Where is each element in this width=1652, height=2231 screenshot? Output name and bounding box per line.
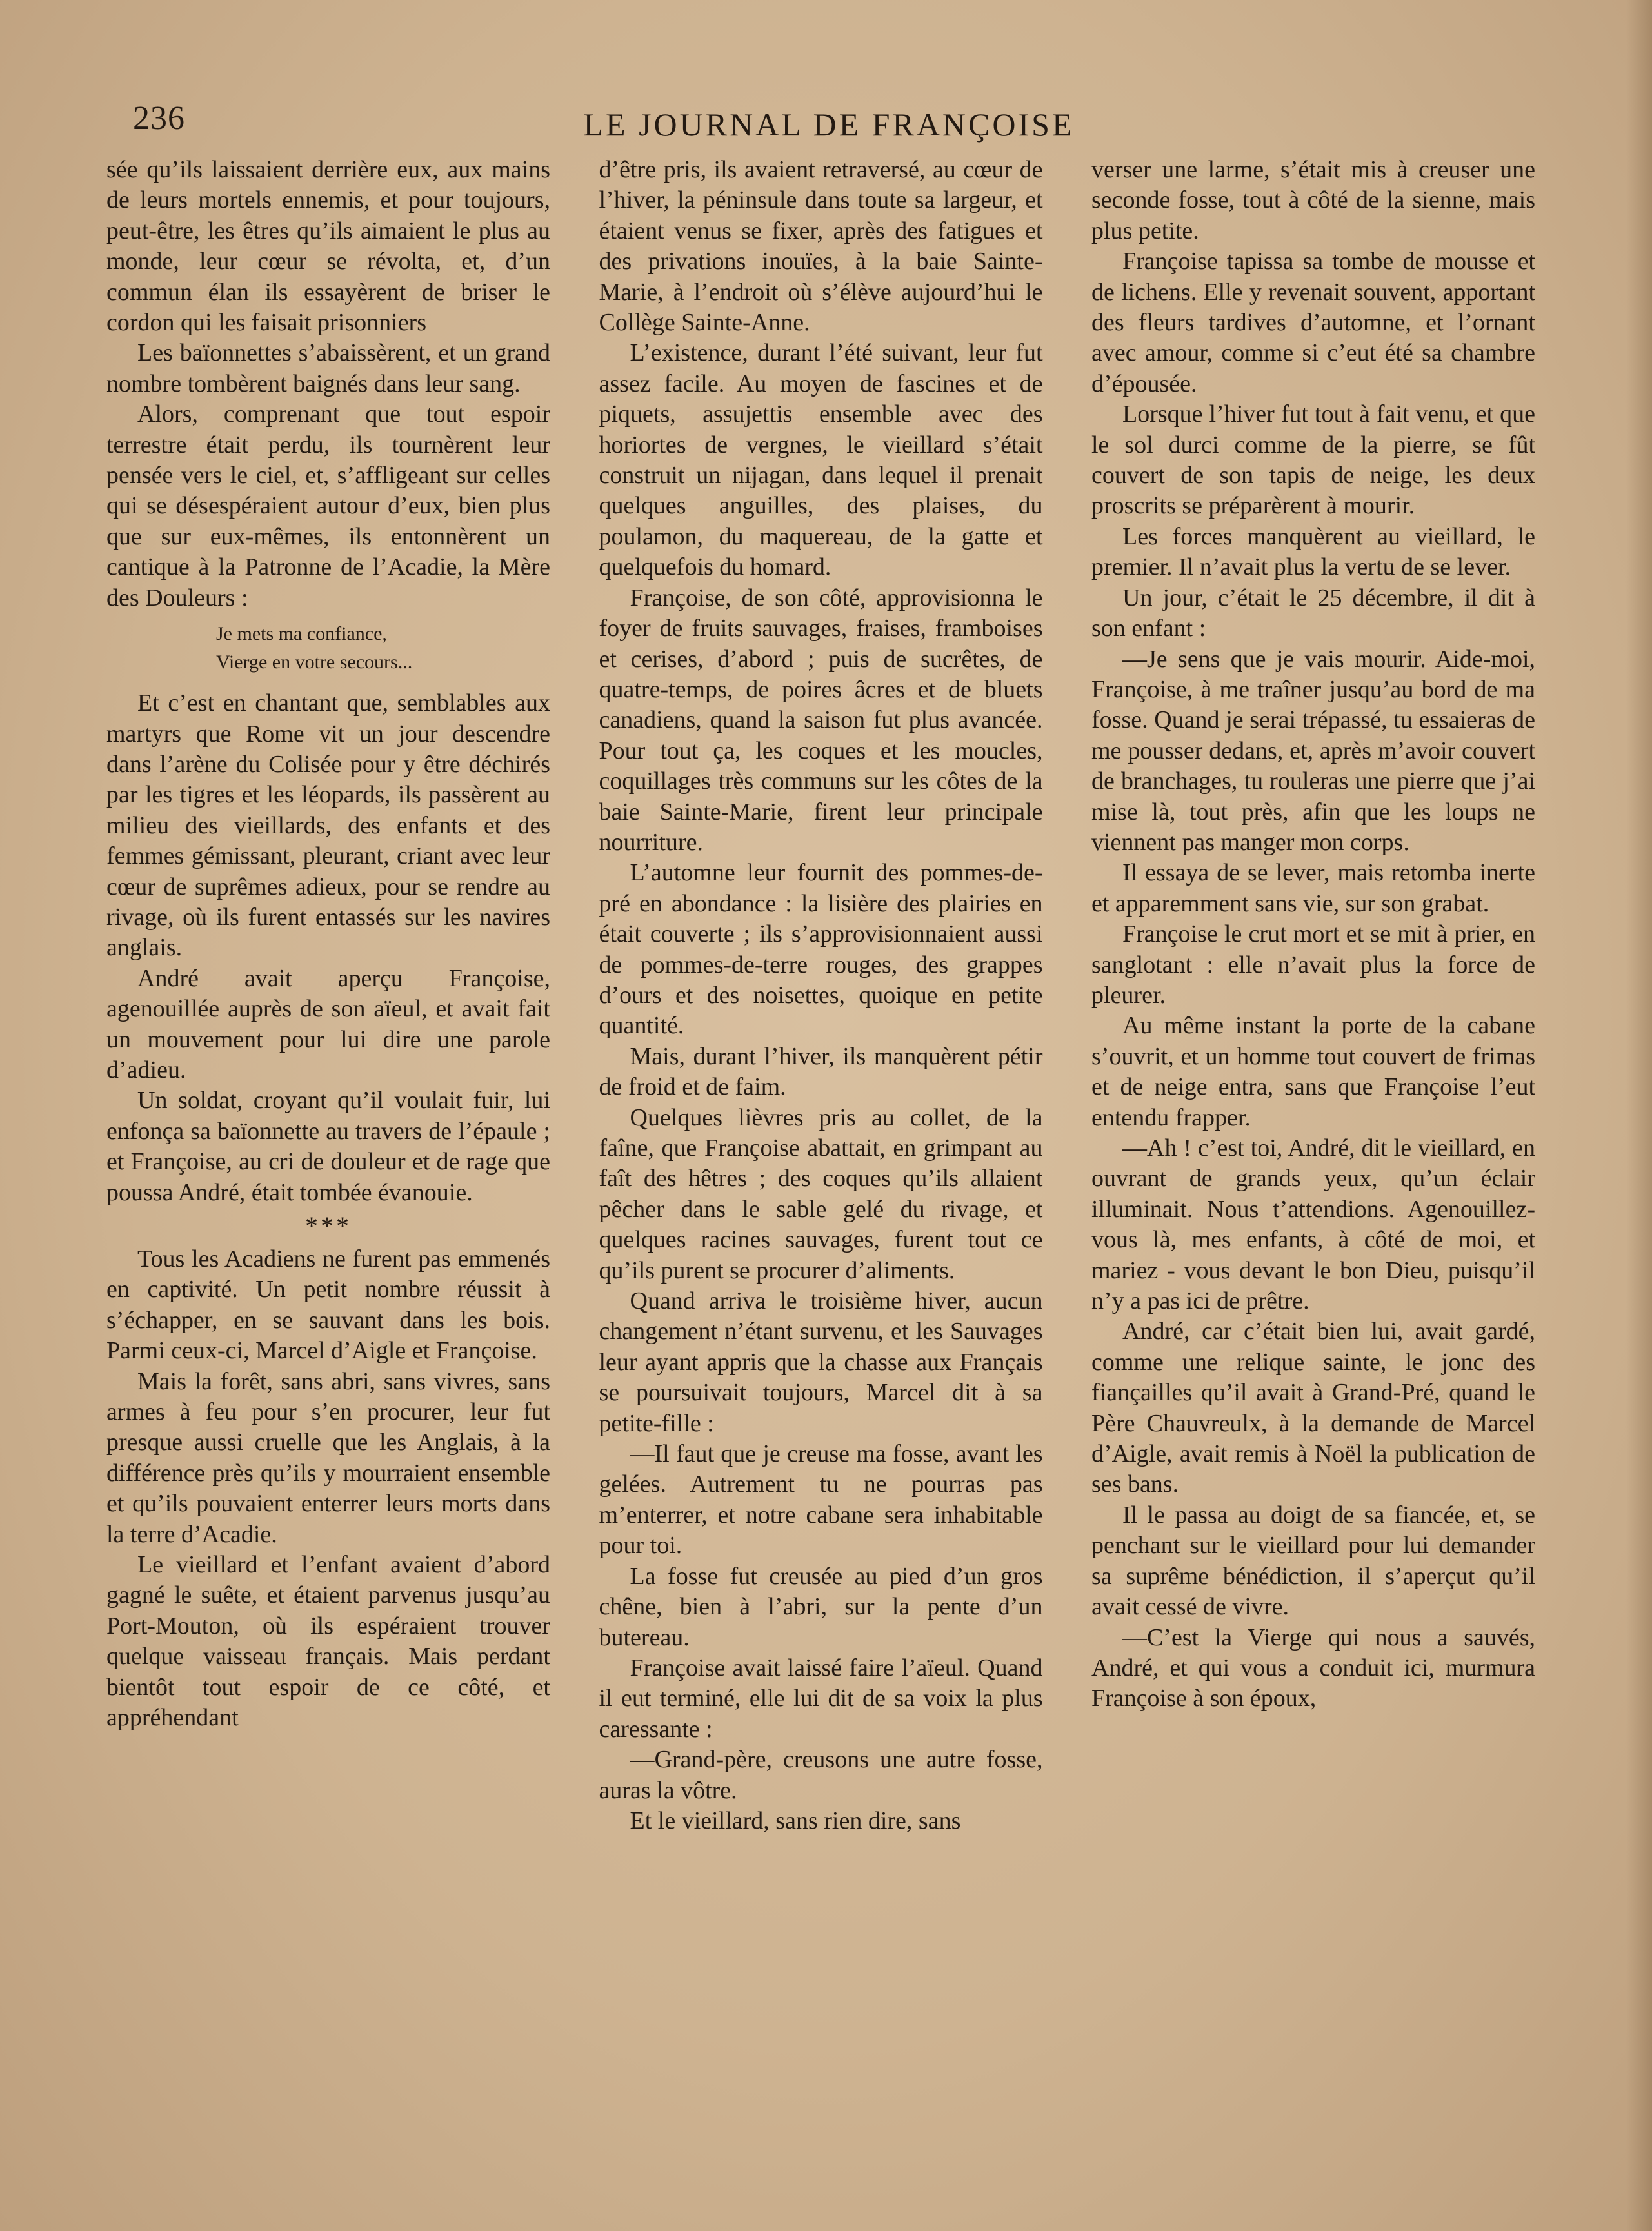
paragraph: Et c’est en chantant que, semblables aux martyrs que Rome vit un jour descendre dans l’arène du Colisée pour y être déchirés par les tigres et les léopards, ils passèrent au milieu des vieillards, des enfants et des femmes gémissant, pleurant, criant avec leur cœur de suprêmes adieux, pour se rendre au rivage, où ils furent entassés sur les navires anglais. [106, 689, 550, 962]
verse-quote [106, 620, 550, 677]
paragraph: —Il faut que je creuse ma fosse, avant les gelées. Autrement tu ne pourras pas m’enterrer, et notre cabane sera inhabitable pour toi. [599, 1440, 1043, 1560]
paragraph: Au même instant la porte de la cabane s’ouvrit, et un homme tout couvert de frimas et de neige entra, sans que Françoise l’eut entendu frapper. [1091, 1012, 1535, 1131]
paragraph: Quelques lièvres pris au collet, de la faîne, que Françoise abattait, en grimpant au faît des hêtres ; des coques qu’ils allaient pêcher dans le sable gelé du rivage, et quelques racines sauvages, furent tout ce qu’ils purent se procurer d’aliments. [599, 1104, 1043, 1284]
paragraph: André, car c’était bien lui, avait gardé, comme une relique sainte, le jonc des fiançailles qu’il avait à Grand-Pré, quand le Père Chauvreulx, à la demande de Marcel d’Aigle, avait remis à Noël la publication de ses bans. [1091, 1318, 1535, 1498]
paragraph: Il essaya de se lever, mais retomba inerte et apparemment sans vie, sur son grabat. [1091, 859, 1535, 917]
paragraph: Françoise le crut mort et se mit à prier, en sanglotant : elle n’avait plus la force de pleurer. [1091, 920, 1535, 1009]
column-middle [599, 155, 1043, 2122]
paragraph: Mais, durant l’hiver, ils manquèrent pétir de froid et de faim. [599, 1042, 1043, 1101]
paragraph: Lorsque l’hiver fut tout à fait venu, et que le sol durci comme de la pierre, se fût couvert de son tapis de neige, les deux proscrits se préparèrent à mourir. [1091, 401, 1535, 520]
paragraph: sée qu’ils laissaient derrière eux, aux mains de leurs mortels ennemis, et pour toujours, peut-être, les êtres qu’ils aimaient le plus au monde, leur cœur se révolta, et, d’un commun élan ils essayèrent de briser le cordon qui les faisait prisonniers [106, 156, 550, 337]
paragraph: L’existence, durant l’été suivant, leur fut assez facile. Au moyen de fascines et de piquets, assujettis ensemble avec des horiortes de vergnes, le vieillard s’était construit un nijagan, dans lequel il prenait quelques anguilles, des plaises, du poulamon, du maquereau, de la gatte et quelquefois du homard. [599, 339, 1043, 581]
paragraph: Quand arriva le troisième hiver, aucun changement n’étant survenu, et les Sauvages leur ayant appris que la chasse aux Français se poursuivait toujours, Marcel dit à sa petite-fille : [599, 1287, 1043, 1437]
paragraph: Le vieillard et l’enfant avaient d’abord gagné le suête, et étaient parvenus jusqu’au Port-Mouton, où ils espéraient trouver quelque vaisseau français. Mais perdant bientôt tout espoir de ce côté, et appréhendant [106, 1551, 550, 1732]
paragraph: Tous les Acadiens ne furent pas emmenés en captivité. Un petit nombre réussit à s’échapper, en se sauvant dans les bois. Parmi ceux-ci, Marcel d’Aigle et Françoise. [106, 1245, 550, 1365]
paragraph: —C’est la Vierge qui nous a sauvés, André, et qui vous a conduit ici, murmura Françoise à son époux, [1091, 1623, 1535, 1712]
paragraph: Françoise avait laissé faire l’aïeul. Quand il eut terminé, elle lui dit de sa voix la plus caressante : [599, 1654, 1043, 1743]
paragraph: d’être pris, ils avaient retraversé, au cœur de l’hiver, la péninsule dans toute sa largeur, et étaient venus se fixer, après des fatigues et des privations inouïes, à la baie Sainte-Marie, à l’endroit où s’élève aujourd’hui le Collège Sainte-Anne. [599, 156, 1043, 337]
verse-line: Vierge en votre secours... [216, 651, 413, 673]
paragraph: verser une larme, s’était mis à creuser une seconde fosse, tout à côté de la sienne, mais plus petite. [1091, 156, 1535, 244]
paragraph: Et le vieillard, sans rien dire, sans [630, 1807, 961, 1834]
page-number: 236 [133, 100, 185, 137]
paragraph: Françoise tapissa sa tombe de mousse et de lichens. Elle y revenait souvent, apportant des fleurs tardives d’automne, et l’ornant avec amour, comme si c’eut été sa chambre d’épousée. [1091, 248, 1535, 397]
page-edge-shadow [1626, 0, 1652, 2231]
paragraph: Un soldat, croyant qu’il voulait fuir, lui enfonça sa baïonnette au travers de l’épaule ; et Françoise, au cri de douleur et de rage que poussa André, était tombée évanouie. [106, 1087, 550, 1206]
paragraph: Il le passa au doigt de sa fiancée, et, se penchant sur le vieillard pour lui demander sa suprême bénédiction, il s’aperçut qu’il avait cessé de vivre. [1091, 1501, 1535, 1621]
page-header [129, 97, 1529, 148]
paragraph: Un jour, c’était le 25 décembre, il dit à son enfant : [1091, 584, 1535, 642]
paragraph: Françoise, de son côté, approvisionna le foyer de fruits sauvages, fraises, framboises et cerises, d’abord ; puis de sucrêtes, de quatre-temps, de poires âcres et de bluets canadiens, quand la saison fut plus avancée. Pour tout ça, les coques et les moucles, coquillages très communs sur les côtes de la baie Sainte-Marie, firent leur principale nourriture. [599, 584, 1043, 856]
running-title: LE JOURNAL DE FRANÇOISE [583, 106, 1075, 143]
column-left [106, 155, 550, 2122]
paragraph: Les forces manquèrent au vieillard, le premier. Il n’avait plus la vertu de se lever. [1091, 522, 1535, 581]
section-asterism: *** [305, 1211, 352, 1240]
paragraph: L’automne leur fournit des pommes-de-pré en abondance : la lisière des plairies en était couverte ; ils s’approvisionnaient aussi de pommes-de-terre rouges, des grappes d’ours et des noisettes, quoique en petite quantité. [599, 859, 1043, 1040]
paragraph: André avait aperçu Françoise, agenouillée auprès de son aïeul, et avait fait un mouvement pour lui dire une parole d’adieu. [106, 964, 550, 1084]
paragraph: Les baïonnettes s’abaissèrent, et un grand nombre tombèrent baignés dans leur sang. [106, 339, 550, 397]
paragraph: —Ah ! c’est toi, André, dit le vieillard, en ouvrant de grands yeux, qu’un éclair illuminait. Nous t’attendions. Agenouillez-vous là, mes enfants, à côté de moi, et mariez - vous devant le bon Dieu, puisqu’il n’y a pas ici de prêtre. [1091, 1135, 1535, 1315]
paragraph: Mais la forêt, sans abri, sans vivres, sans armes à feu pour s’en procurer, leur fut presque aussi cruelle que les Anglais, à la différence près qu’ils y mourraient ensemble et qu’ils pouvaient enterrer leurs morts dans la terre d’Acadie. [106, 1367, 550, 1548]
paragraph: —Grand-père, creusons une autre fosse, auras la vôtre. [599, 1746, 1043, 1804]
paragraph: La fosse fut creusée au pied d’un gros chêne, bien à l’abri, sur la pente d’un butereau. [599, 1562, 1043, 1651]
verse-line: Je mets ma confiance, [216, 623, 387, 645]
column-right [1091, 155, 1535, 2122]
text-columns [106, 155, 1535, 2122]
paragraph: Alors, comprenant que tout espoir terrestre était perdu, ils tournèrent leur pensée vers le ciel, et, s’affligeant sur celles qui se désespéraient autour d’eux, bien plus que sur eux-mêmes, ils entonnèrent un cantique à la Patronne de l’Acadie, la Mère des Douleurs : [106, 401, 550, 611]
paragraph: —Je sens que je vais mourir. Aide-moi, Françoise, à me traîner jusqu’au bord de ma fosse. Quand je serai trépassé, tu essaieras de me pousser dedans, et, après m’avoir couvert de branchages, tu rouleras une pierre que j’ai mise là, tout près, afin que les loups ne viennent pas manger mon corps. [1091, 645, 1535, 856]
